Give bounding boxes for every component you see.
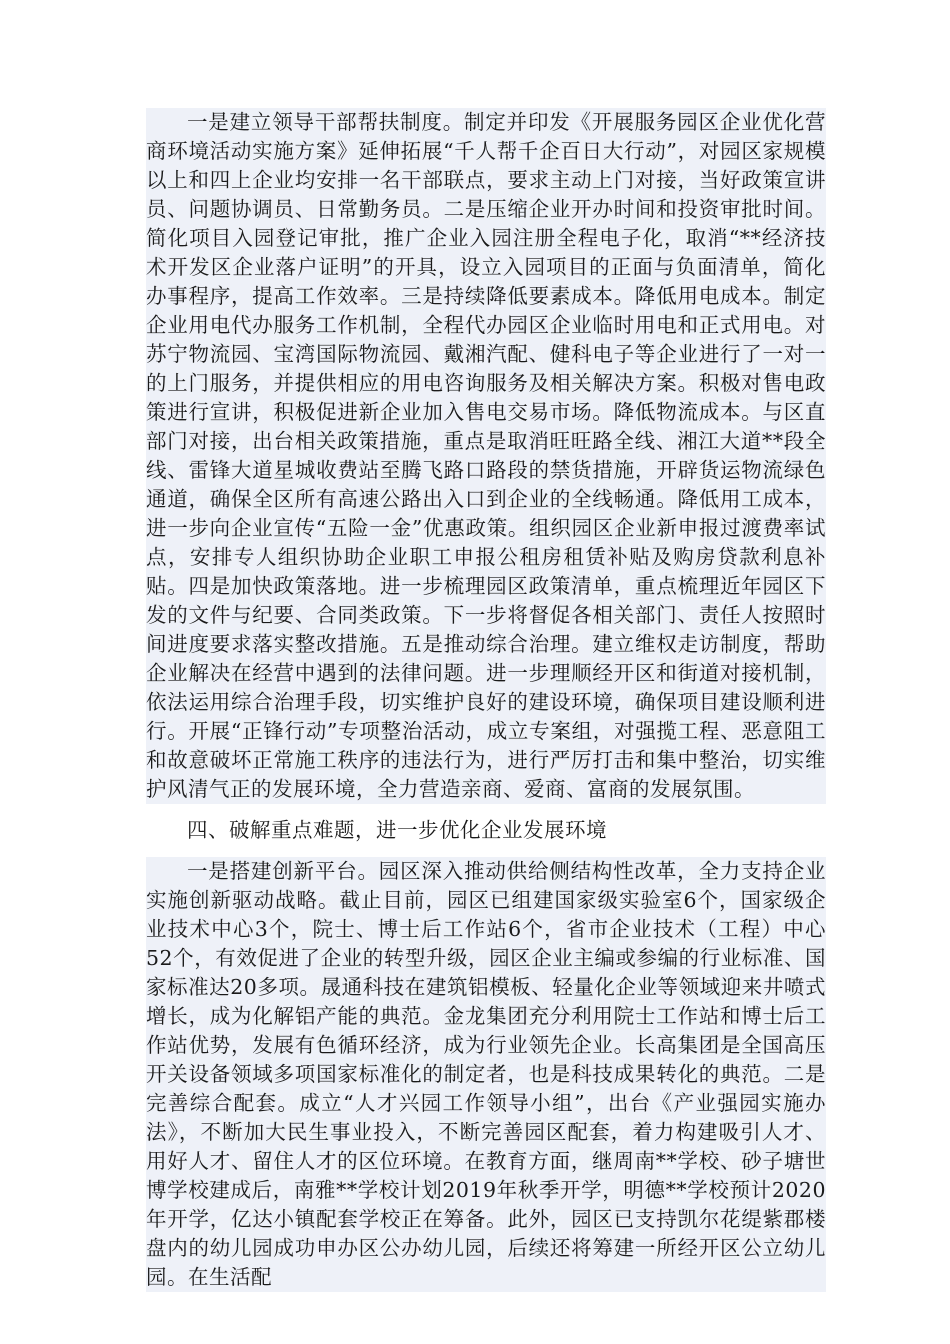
paragraph-helping-enterprises: 一是建立领导干部帮扶制度。制定并印发《开展服务园区企业优化营商环境活动实施方案》延伸拓展“千人帮千企百日大行动”，对园区家规模以上和四上企业均安排一名干部联点，要求主动上门对接，当好政策宣讲员、问题协调员、日常勤务员。二是压缩企业开办时间和投资审批时间。简化项目入园登记审批，推广企业入园注册全程电子化，取消“**经济技术开发区企业落户证明”的开具，设立入园项目的正面与负面清单，简化办事程序，提高工作效率。三是持续降低要素成本。降低用电成本。制定企业用电代办服务工作机制，全程代办园区企业临时用电和正式用电。对苏宁物流园、宝湾国际物流园、戴湘汽配、健科电子等企业进行了一对一的上门服务，并提供相应的用电咨询服务及相关解决方案。积极对售电政策进行宣讲，积极促进新企业加入售电交易市场。降低物流成本。与区直部门对接，出台相关政策措施，重点是取消旺旺路全线、湘江大道**段全线、雷锋大道星城收费站至腾飞路口路段的禁货措施，开辟货运物流绿色通道，确保全区所有高速公路出入口到企业的全线畅通。降低用工成本，进一步向企业宣传“五险一金”优惠政策。组织园区企业新申报过渡费率试点，安排专人组织协助企业职工申报公租房租赁补贴及购房贷款利息补贴。四是加快政策落地。进一步梳理园区政策清单，重点梳理近年园区下发的文件与纪要、合同类政策。下一步将督促各相关部门、责任人按照时间进度要求落实整改措施。五是推动综合治理。建立维权走访制度，帮助企业解决在经营中遇到的法律问题。进一步理顺经开区和街道对接机制，依法运用综合治理手段，切实维护良好的建设环境，确保项目建设顺利进行。开展“正锋行动”专项整治活动，成立专案组，对强揽工程、恶意阻工和故意破坏正常施工秩序的违法行为，进行严厉打击和集中整治，切实维护风清气正的发展环境，全力营造亲商、爱商、富商的发展氛围。 <box>146 108 826 804</box>
section-heading-4: 四、破解重点难题，进一步优化企业发展环境 <box>187 818 607 842</box>
paragraph-innovation-platform: 一是搭建创新平台。园区深入推动供给侧结构性改革，全力支持企业实施创新驱动战略。截止目前，园区已组建国家级实验室6个，国家级企业技术中心3个，院士、博士后工作站6个，省市企业技术（工程）中心52个，有效促进了企业的转型升级，园区企业主编或参编的行业标准、国家标准达20多项。晟通科技在建筑铝模板、轻量化企业等领域迎来井喷式增长，成为化解铝产能的典范。金龙集团充分利用院士工作站和博士后工作站优势，发展有色循环经济，成为行业领先企业。长高集团是全国高压开关设备领域多项国家标准化的制定者，也是科技成果转化的典范。二是完善综合配套。成立“人才兴园工作领导小组”，出台《产业强园实施办法》，不断加大民生事业投入，不断完善园区配套，着力构建吸引人才、用好人才、留住人才的区位环境。在教育方面，继周南**学校、砂子塘世博学校建成后，南雅**学校计划2019年秋季开学，明德**学校预计2020年开学，亿达小镇配套学校正在筹备。此外，园区已支持凯尔花缇紫郡楼盘内的幼儿园成功申办区公办幼儿园，后续还将筹建一所经开区公立幼儿园。在生活配 <box>146 857 826 1292</box>
document-page <box>146 108 826 1292</box>
